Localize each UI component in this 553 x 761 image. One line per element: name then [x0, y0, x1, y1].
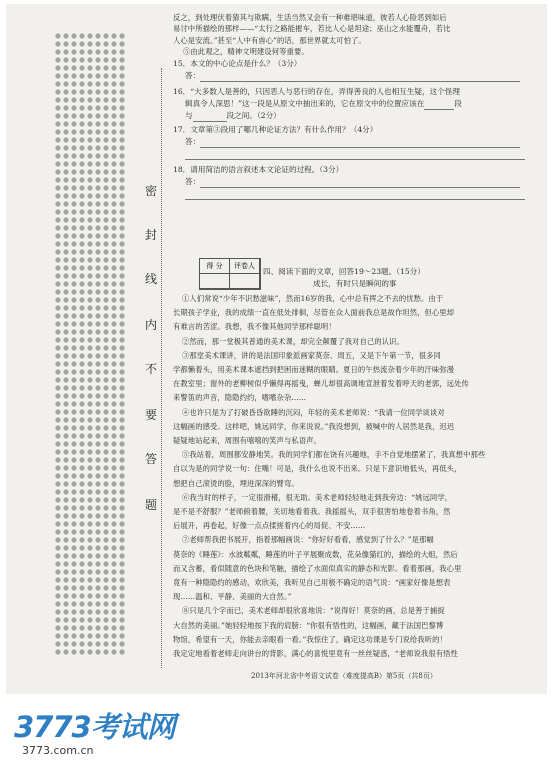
article-line: 长期孩子学业，我的成绩一直在低处徘徊，尽管在众人面前我总是故作坦然，但心里却: [173, 308, 455, 318]
seal-char: 线: [144, 272, 157, 286]
article-line: 疑疑地站起来，周围有嘻嘻的笑声与私语声。: [173, 436, 321, 446]
article-line: ②然而，那一堂极其普通的美术课，却完全颠覆了我对自己的认识。: [182, 336, 404, 346]
exam-page: [6, 4, 547, 694]
article-line: ⑦老师帮我把书展开，指着那幅画说：“你好好看看，感觉到了什么？”是那幅: [182, 535, 434, 545]
answer-label: 答：: [185, 70, 201, 80]
question-16: 16．“大多数人是善的，只因恶人与恶行的存在，弄得善良的人也相互生疑，这个怪理: [173, 86, 460, 96]
answer-line[interactable]: [185, 190, 525, 200]
article-line: 在教室里；窗外的老柳树似乎懒得再摇曳，蝉儿却很高调地宣泄着发着呼天的老郭，远处传: [173, 379, 469, 389]
article-body: [173, 292, 548, 661]
article-line: 学都懒着头，用美术课本遮挡到把困而迷糊的眼睛。夏日的午热流杂着少年的汗味弥漫: [173, 365, 455, 375]
question-16-text: 段之间。（2分）: [226, 110, 281, 120]
seal-char: 题: [144, 498, 157, 512]
article-line: ③那堂美术课讲，讲的是法国印象派画家莫奈、周五，又是下午第一节，很多同: [182, 350, 441, 360]
binding-margin: [6, 4, 138, 694]
article-line: 莫奈的《睡莲》：水波粼粼，睡莲的叶子平展聚成数，花朵像猫红的，描绘的大组，然后: [173, 549, 458, 559]
article-line: 我定定地看着老师走向讲台的背影，满心的喜悦里竟有一丝丝疑惑，“老师说我很有悟性: [173, 649, 458, 659]
passage-line: ⑤由此观之，精神文明建设何等重要。: [183, 47, 309, 57]
answer-line[interactable]: [200, 72, 520, 82]
passage-line: 人心是安流。”甚至“人中有兽心”的话，那世界就太可怕了。: [173, 35, 366, 45]
article-line: 想把自己滚烫的脸，埋进深深的臂弯。: [173, 478, 299, 488]
article-line: 来警笛的声音，隐隐约约，嗜嗜杂杂……: [173, 393, 307, 403]
article-line: 这幅画的感受。这样吧，姚远同学，你来说说。”我没想到，被喊中的人居然是我，迟迟: [173, 421, 455, 431]
seal-char: 不: [144, 362, 157, 376]
article-line: 大自然的美丽。”她轻轻地按下我的肩膀：“你很有悟性的，这幅画，藏于法国巴黎博: [173, 620, 444, 630]
logo-text: 3773考试网: [14, 710, 175, 744]
answer-label: 答：: [185, 136, 201, 146]
passage-line: 反之，到处理伏着猜其与欺瞒，生活当然又会有一种难堪味道，彼若人心险恶到如后: [173, 13, 447, 22]
score-header: 得 分: [200, 259, 230, 274]
article-line: 竟有一种隐隐约的感动，欢欣美，我听见自己用极不确定的语气说：“画家好像是想表: [173, 578, 451, 588]
article-line: ①人们常说“少年不识愁滋味”，然而16岁的我，心中总有挥之不去的忧愁。由于: [182, 294, 444, 303]
passage-line: 易讨中所描绘的那样——“太行之路能摧车，若比人心是坦途；巫山之水能覆舟，若比: [173, 24, 451, 34]
question-16-text: 辑真令人深思！”这一段是从原文中抽出来的，它在原文中的位置应该在: [185, 98, 425, 108]
article-line: ④也许只是为了打破昏昏欲睡的沉闷，年轻的美术老师说：“我请一位同学谈谈对: [182, 407, 445, 417]
article-line: 后展开，再卷起，好像一点点揉搓着内心的局促、不安……: [173, 521, 366, 531]
article-line: 物馆，希望有一天，你能去亲眼看一看。”我惊住了，确定这功课是专门说给我听的！: [173, 634, 447, 644]
answer-line[interactable]: [185, 150, 525, 160]
seal-char: 密: [144, 184, 157, 198]
question-16-text: 与: [185, 110, 193, 120]
question-17: 17．文章第③段用了哪几种论证方法？有什么作用？（4分）: [173, 124, 378, 134]
article-line: ⑧只是几个字而已，美术老师却很欣喜地说：“说得好！莫奈的画，总是善于捕捉: [182, 606, 445, 616]
answer-blank[interactable]: [424, 100, 454, 110]
article-line: ⑤我站着，周围都安静地笑。我的同学们都在饶有兴趣地，手不自觉地摆紧了，我真想中那些: [182, 450, 486, 460]
seal-char: 答: [144, 452, 157, 466]
seal-char: 要: [144, 408, 157, 422]
article-title: 成长，有时只是瞬间的事: [313, 279, 397, 288]
question-16-text: 段: [454, 98, 462, 108]
binding-dot-pattern: [54, 32, 126, 657]
article-line: 是不是不舒服？”老师俯着腰，关切地看着我。我摇摇头，双手很害怕地卷着书角，然: [173, 507, 451, 517]
seal-char: 封: [144, 228, 157, 242]
question-15: 15．本文的中心论点是什么？（3分）: [173, 58, 302, 68]
section-four: [173, 266, 548, 661]
answer-line[interactable]: [200, 138, 520, 148]
answer-line[interactable]: [200, 178, 520, 188]
article-line: 有难言的苦涩。我想，我不像其他同学那样聪明！: [173, 322, 336, 332]
page-footer: 2013年河北省中考语文试卷（难度提高B）第5页（共8页）: [251, 672, 437, 680]
site-logo: [14, 705, 175, 757]
grader-header: 评卷人: [230, 259, 260, 274]
seal-char: 内: [144, 318, 157, 332]
answer-label: 答：: [185, 176, 201, 186]
logo-url: 3773.com.cn: [22, 744, 94, 757]
article-line: 现……温和、平静、美丽的大自然。”: [173, 592, 292, 602]
answer-blank[interactable]: [193, 112, 227, 122]
article-line: ⑥我当时的样子，一定很滑稽，很无助。美术老师轻轻地走到我旁边：“姚远同学，: [182, 492, 453, 502]
article-line: 而又含蓄，看似随意的色块和笔触，描绘了水面似真实的静态和光影。看着那画，我心里: [173, 563, 462, 573]
question-18: 18．请用简洁的语言叙述本文论证的过程。（3分）: [173, 164, 344, 174]
article-line: 自以为是的同学说一句：住嘴！可是，我什么也说不出来。只是下意识地低头，再低头，: [173, 464, 462, 474]
section-heading: 四、阅读下面的文章，回答19～23题。（15分）: [263, 267, 425, 276]
seal-line: [161, 68, 162, 668]
exam-content: [173, 12, 548, 200]
